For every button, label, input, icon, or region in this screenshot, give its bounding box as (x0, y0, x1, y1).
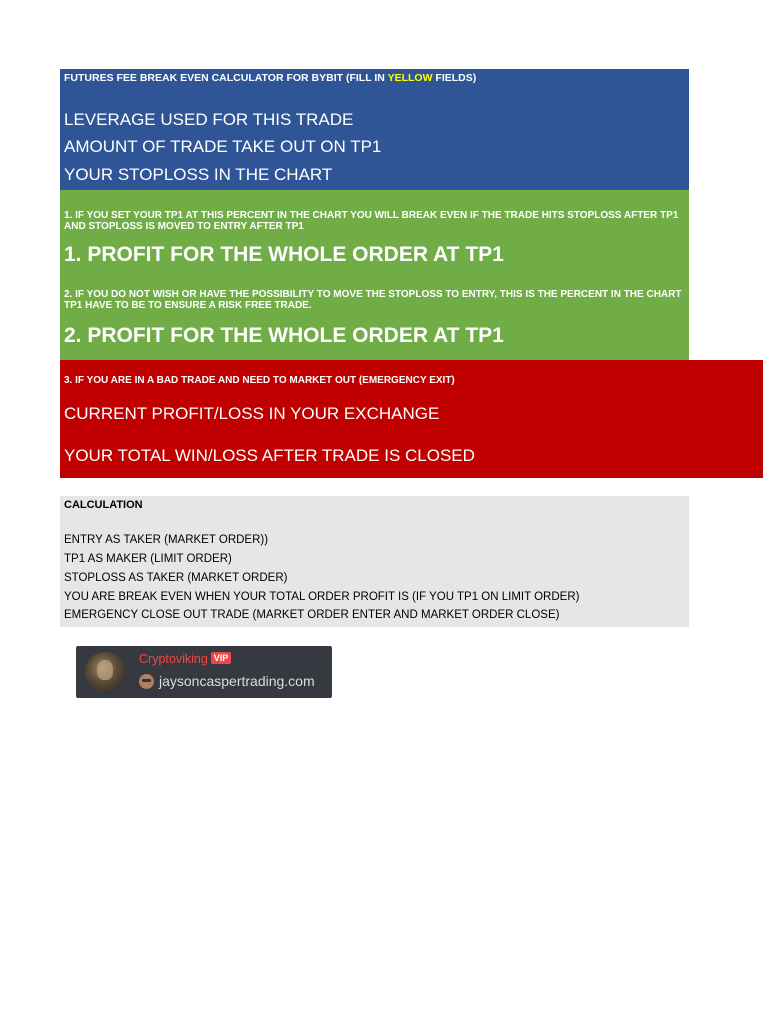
calculation-title: CALCULATION (64, 499, 143, 511)
avatar (85, 652, 125, 692)
profit-heading-2: 2. PROFIT FOR THE WHOLE ORDER AT TP1 (64, 324, 504, 347)
tp1-note-1: 1. IF YOU SET YOUR TP1 AT THIS PERCENT IN THE CHART YOU WILL BREAK EVEN IF THE TRADE HITS STOPLOSS AFTER TP1 AND STOPLOSS IS MOVED TO ENTRY AFTER TP1 (64, 210, 679, 232)
tp1-note-2: 2. IF YOU DO NOT WISH OR HAVE THE POSSIBILITY TO MOVE THE STOPLOSS TO ENTRY, THIS IS THE PERCENT IN THE CHART TP1 HAVE TO BE TO ENSURE A RISK FREE TRADE. (64, 289, 682, 311)
calculation-section (60, 496, 689, 627)
stoploss-label: YOUR STOPLOSS IN THE CHART (64, 165, 333, 184)
site-avatar-icon (139, 674, 154, 689)
vip-tag: VIP (211, 652, 232, 664)
input-section (60, 69, 689, 190)
calc-line-tp1: TP1 AS MAKER (LIMIT ORDER) (64, 553, 232, 565)
profit-heading-1: 1. PROFIT FOR THE WHOLE ORDER AT TP1 (64, 243, 504, 266)
emergency-note: 3. IF YOU ARE IN A BAD TRADE AND NEED TO MARKET OUT (EMERGENCY EXIT) (64, 375, 455, 386)
amount-tp1-label: AMOUNT OF TRADE TAKE OUT ON TP1 (64, 137, 382, 156)
emergency-section (60, 360, 763, 478)
site-name: jaysoncaspertrading.com (159, 673, 315, 689)
author-badge (76, 646, 332, 698)
calc-line-break-even: YOU ARE BREAK EVEN WHEN YOUR TOTAL ORDER PROFIT IS (IF YOU TP1 ON LIMIT ORDER) (64, 591, 580, 603)
leverage-label: LEVERAGE USED FOR THIS TRADE (64, 110, 354, 129)
total-win-loss-label: YOUR TOTAL WIN/LOSS AFTER TRADE IS CLOSED (64, 446, 475, 465)
calc-line-entry: ENTRY AS TAKER (MARKET ORDER)) (64, 534, 269, 546)
calc-line-stoploss: STOPLOSS AS TAKER (MARKET ORDER) (64, 572, 288, 584)
current-pl-label: CURRENT PROFIT/LOSS IN YOUR EXCHANGE (64, 404, 440, 423)
calc-line-emergency: EMERGENCY CLOSE OUT TRADE (MARKET ORDER ENTER AND MARKET ORDER CLOSE) (64, 609, 560, 621)
sheet-title: FUTURES FEE BREAK EVEN CALCULATOR FOR BYBIT (FILL IN YELLOW FIELDS) (64, 72, 477, 84)
tp1-section (60, 190, 689, 360)
yellow-highlight-word: YELLOW (387, 72, 433, 84)
username: Cryptoviking VIP (139, 652, 231, 666)
